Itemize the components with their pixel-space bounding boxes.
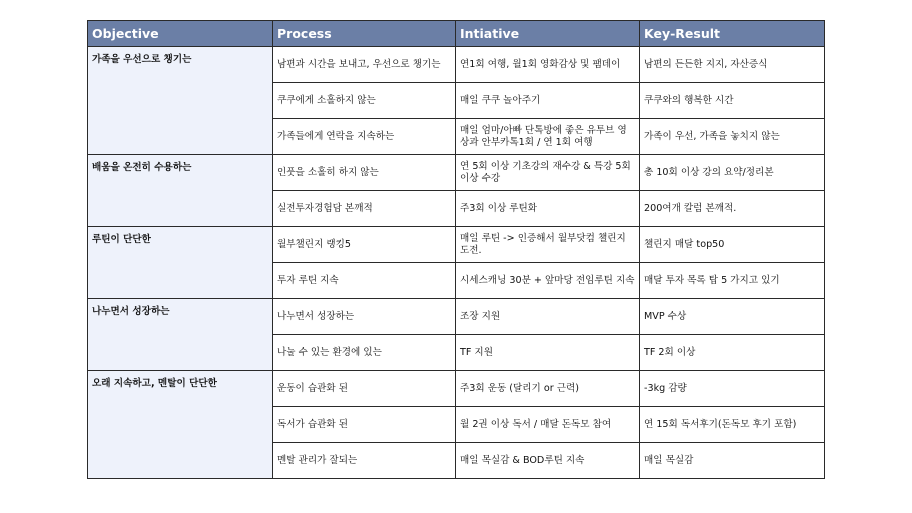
key-result-cell: 가족이 우선, 가족을 놓치지 않는: [640, 119, 825, 155]
header-key-result: Key-Result: [640, 21, 825, 47]
header-row: [88, 21, 825, 47]
initiative-cell: TF 지원: [456, 335, 640, 371]
initiative-cell: 월 2권 이상 독서 / 매달 돈독모 참여: [456, 407, 640, 443]
initiative-cell: 조장 지원: [456, 299, 640, 335]
process-cell: 남편과 시간을 보내고, 우선으로 챙기는: [273, 47, 456, 83]
initiative-cell: 매일 엄마/아빠 단톡방에 좋은 유투브 영상과 안부카톡1회 / 연 1회 여행: [456, 119, 640, 155]
table-row: [88, 299, 825, 335]
header-initiative: Intiative: [456, 21, 640, 47]
process-cell: 운동이 습관화 된: [273, 371, 456, 407]
process-cell: 독서가 습관화 된: [273, 407, 456, 443]
objective-cell: 루틴이 단단한: [88, 227, 273, 299]
process-cell: 월부챌린지 랭킹5: [273, 227, 456, 263]
initiative-cell: 주3회 운동 (달리기 or 근력): [456, 371, 640, 407]
process-cell: 인풋을 소홀히 하지 않는: [273, 155, 456, 191]
initiative-cell: 주3회 이상 루틴화: [456, 191, 640, 227]
key-result-cell: 총 10회 이상 강의 요약/정리본: [640, 155, 825, 191]
key-result-cell: 챌린지 매달 top50: [640, 227, 825, 263]
objective-cell: 오래 지속하고, 멘탈이 단단한: [88, 371, 273, 479]
key-result-cell: -3kg 감량: [640, 371, 825, 407]
key-result-cell: 200여개 칼럼 본깨적.: [640, 191, 825, 227]
objective-cell: 나누면서 성장하는: [88, 299, 273, 371]
process-cell: 투자 루틴 지속: [273, 263, 456, 299]
header-process: Process: [273, 21, 456, 47]
table-row: [88, 47, 825, 83]
process-cell: 멘탈 관리가 잘되는: [273, 443, 456, 479]
table-row: [88, 371, 825, 407]
initiative-cell: 매일 목실감 & BOD루틴 지속: [456, 443, 640, 479]
header-objective: Objective: [88, 21, 273, 47]
key-result-cell: TF 2회 이상: [640, 335, 825, 371]
process-cell: 나누면서 성장하는: [273, 299, 456, 335]
key-result-cell: 매일 목실감: [640, 443, 825, 479]
okr-table: [87, 20, 825, 479]
process-cell: 쿠쿠에게 소홀하지 않는: [273, 83, 456, 119]
key-result-cell: 쿠쿠와의 행복한 시간: [640, 83, 825, 119]
key-result-cell: MVP 수상: [640, 299, 825, 335]
key-result-cell: 연 15회 독서후기(돈독모 후기 포함): [640, 407, 825, 443]
objective-cell: 가족을 우선으로 챙기는: [88, 47, 273, 155]
table-row: [88, 155, 825, 191]
process-cell: 실전투자경험담 본깨적: [273, 191, 456, 227]
process-cell: 가족들에게 연락을 지속하는: [273, 119, 456, 155]
key-result-cell: 남편의 든든한 지지, 자산증식: [640, 47, 825, 83]
initiative-cell: 매일 쿠쿠 놀아주기: [456, 83, 640, 119]
initiative-cell: 시세스캐닝 30분 + 앞마당 전임루틴 지속: [456, 263, 640, 299]
okr-body: [88, 47, 825, 479]
process-cell: 나눌 수 있는 환경에 있는: [273, 335, 456, 371]
table-row: [88, 227, 825, 263]
initiative-cell: 연 5회 이상 기초강의 재수강 & 특강 5회 이상 수강: [456, 155, 640, 191]
initiative-cell: 매일 루틴 -> 인증해서 월부닷컴 챌린지 도전.: [456, 227, 640, 263]
key-result-cell: 매달 투자 목록 탑 5 가지고 있기: [640, 263, 825, 299]
objective-cell: 배움을 온전히 수용하는: [88, 155, 273, 227]
initiative-cell: 연1회 여행, 월1회 영화감상 및 팸데이: [456, 47, 640, 83]
